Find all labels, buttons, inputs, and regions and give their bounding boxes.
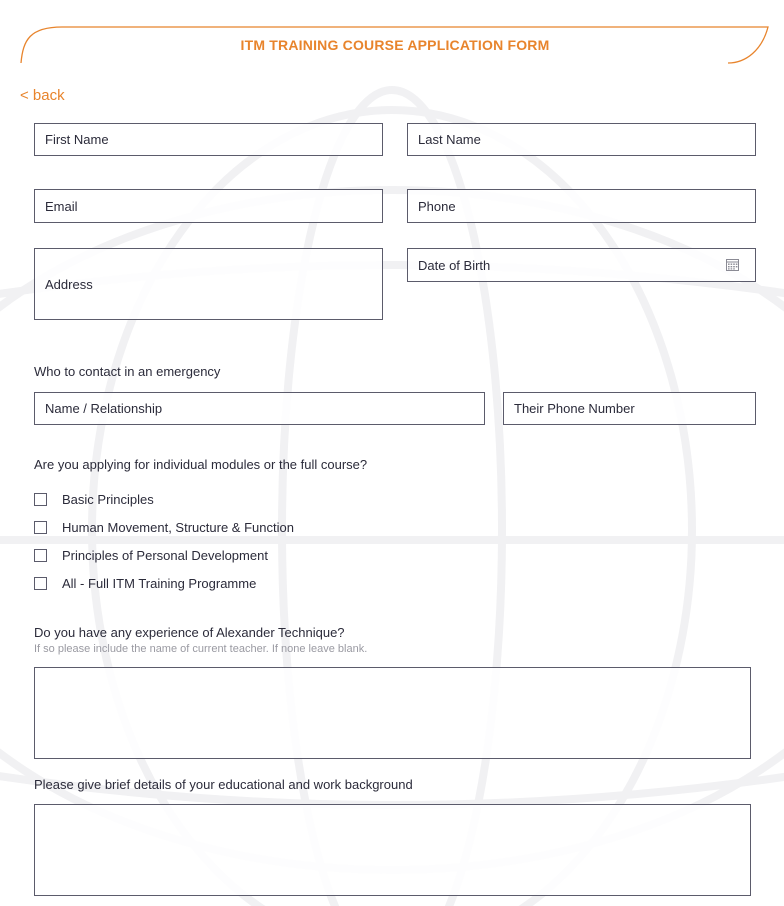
module-option-basic-principles[interactable] xyxy=(34,490,154,508)
date-of-birth-field[interactable] xyxy=(407,248,756,282)
back-link[interactable]: < back xyxy=(20,87,65,104)
checkbox[interactable] xyxy=(34,493,47,506)
form-header xyxy=(20,26,770,64)
background-question: Please give brief details of your educational and work background xyxy=(34,777,413,792)
email-placeholder: Email xyxy=(45,198,78,214)
email-field[interactable] xyxy=(34,189,383,223)
emergency-name-field[interactable] xyxy=(34,392,485,425)
last-name-field[interactable] xyxy=(407,123,756,156)
page-title: ITM TRAINING COURSE APPLICATION FORM xyxy=(240,37,550,53)
phone-field[interactable] xyxy=(407,189,756,223)
calendar-icon[interactable] xyxy=(726,259,739,271)
modules-question: Are you applying for individual modules or the full course? xyxy=(34,457,368,472)
module-option-human-movement[interactable] xyxy=(34,518,294,536)
date-of-birth-placeholder: Date of Birth xyxy=(418,257,491,273)
option-label: Basic Principles xyxy=(62,491,154,507)
checkbox[interactable] xyxy=(34,521,47,534)
address-field[interactable] xyxy=(34,248,383,320)
option-label: All - Full ITM Training Programme xyxy=(62,575,257,591)
option-label: Human Movement, Structure & Function xyxy=(62,519,294,535)
emergency-phone-placeholder: Their Phone Number xyxy=(514,401,635,416)
background-textarea[interactable] xyxy=(34,804,751,896)
first-name-field[interactable] xyxy=(34,123,383,156)
checkbox[interactable] xyxy=(34,577,47,590)
experience-hint: If so please include the name of current teacher. If none leave blank. xyxy=(34,643,368,655)
checkbox[interactable] xyxy=(34,549,47,562)
last-name-placeholder: Last Name xyxy=(418,132,481,147)
emergency-contact-label: Who to contact in an emergency xyxy=(34,364,221,379)
address-placeholder: Address xyxy=(45,276,93,292)
phone-placeholder: Phone xyxy=(418,198,456,214)
first-name-placeholder: First Name xyxy=(45,132,109,147)
emergency-phone-field[interactable] xyxy=(503,392,756,425)
experience-textarea[interactable] xyxy=(34,667,751,759)
experience-question: Do you have any experience of Alexander Technique? xyxy=(34,625,345,640)
module-option-personal-development[interactable] xyxy=(34,546,268,564)
option-label: Principles of Personal Development xyxy=(62,547,268,563)
module-option-full-programme[interactable] xyxy=(34,574,256,592)
emergency-name-placeholder: Name / Relationship xyxy=(45,401,163,416)
